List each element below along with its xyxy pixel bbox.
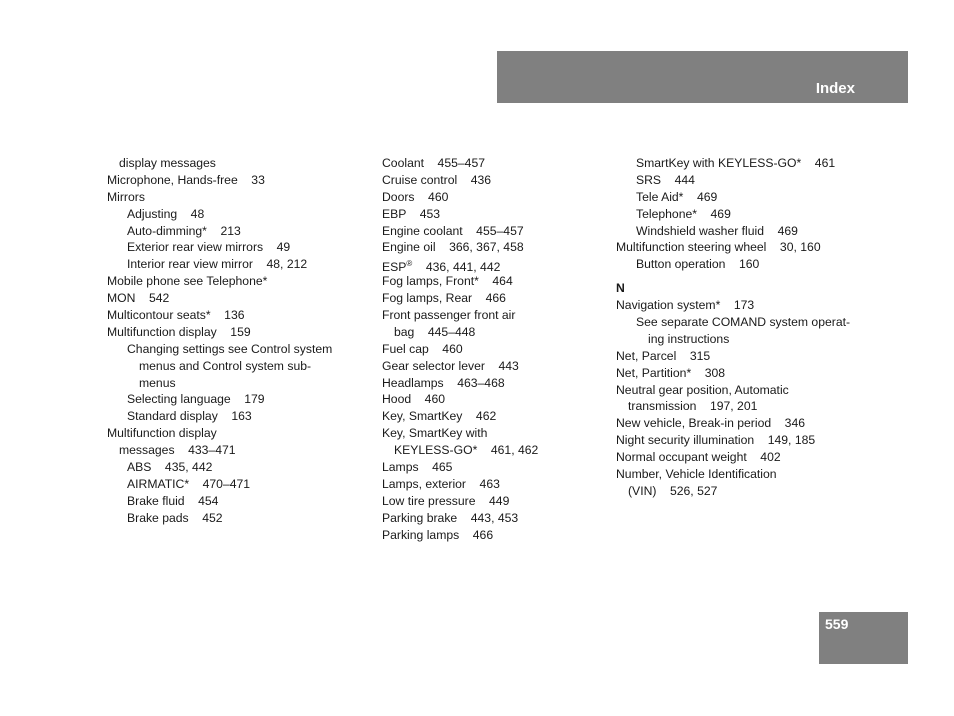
index-entry-text: Multifunction steering wheel 30, 160: [616, 240, 821, 255]
index-entry-text: EBP 453: [382, 206, 441, 221]
index-entry-text: Doors 460: [382, 189, 449, 204]
registered-mark: ®: [406, 259, 413, 269]
index-entry: [382, 527, 538, 544]
index-entry-text: menus: [139, 375, 176, 390]
index-entry-pages: 436, 441, 442: [412, 260, 501, 275]
index-entry-text: Selecting language 179: [127, 392, 265, 407]
index-entry: [107, 189, 332, 206]
index-entry-text: Engine oil 366, 367, 458: [382, 240, 524, 255]
index-entry-text: Auto-dimming* 213: [127, 223, 241, 238]
index-entry-text: Brake pads 452: [127, 510, 223, 525]
index-entry: [616, 314, 850, 331]
index-entry: [382, 172, 538, 189]
index-entry-text: Normal occupant weight 402: [616, 450, 781, 465]
index-entry: [107, 408, 332, 425]
index-entry: [382, 425, 538, 442]
index-entry-text: Number, Vehicle Identification: [616, 467, 777, 482]
index-entry-text: Standard display 163: [127, 409, 252, 424]
index-entry-text: Key, SmartKey with: [382, 426, 488, 441]
index-entry: [107, 391, 332, 408]
index-entry-text: Multifunction display 159: [107, 324, 251, 339]
index-entry: [382, 375, 538, 392]
index-entry-text: Mobile phone see Telephone*: [107, 274, 268, 289]
index-entry-text: SmartKey with KEYLESS-GO* 461: [636, 156, 836, 170]
index-entry-text: Telephone* 469: [636, 206, 731, 221]
index-entry-text: display messages: [119, 156, 216, 170]
index-entry: [107, 239, 332, 256]
index-entry: [616, 365, 850, 382]
index-entry: [616, 155, 850, 172]
index-entry-text: Engine coolant 455–457: [382, 223, 524, 238]
index-entry-text: Fog lamps, Rear 466: [382, 291, 506, 306]
index-entry-text: (VIN) 526, 527: [628, 483, 718, 498]
index-entry-text: Fog lamps, Front* 464: [382, 274, 513, 289]
index-entry-text: MON 542: [107, 291, 170, 306]
index-entry-text: See separate COMAND system operat-: [636, 315, 851, 330]
index-entry: [107, 476, 332, 493]
index-entry-text: Coolant 455–457: [382, 156, 485, 170]
index-entry: [616, 466, 850, 483]
index-entry: [382, 324, 538, 341]
header-bar: [497, 51, 908, 103]
index-entry: [382, 223, 538, 240]
index-entry: [616, 432, 850, 449]
index-entry: [382, 442, 538, 459]
index-entry: [107, 206, 332, 223]
index-entry-text: Low tire pressure 449: [382, 493, 510, 508]
index-entry-text: Microphone, Hands-free 33: [107, 172, 265, 187]
index-entry-text: Tele Aid* 469: [636, 189, 718, 204]
index-entry-text: ABS 435, 442: [127, 460, 213, 475]
index-entry: [107, 459, 332, 476]
index-entry: [107, 375, 332, 392]
index-entry-text: Parking lamps 466: [382, 527, 494, 542]
index-entry-text: Mirrors: [107, 189, 145, 204]
index-entry: [616, 449, 850, 466]
index-entry: [107, 510, 332, 527]
index-entry: [382, 510, 538, 527]
index-entry: [107, 493, 332, 510]
index-entry-text: Cruise control 436: [382, 172, 492, 187]
page-number-box: [819, 612, 908, 664]
index-entry-text: SRS 444: [636, 172, 695, 187]
index-entry-text: Net, Partition* 308: [616, 365, 726, 380]
index-entry-text: Parking brake 443, 453: [382, 510, 519, 525]
index-entry-text: Multifunction display: [107, 426, 217, 441]
index-entry: [382, 206, 538, 223]
index-entry-text: Lamps, exterior 463: [382, 476, 500, 491]
index-entry-text: KEYLESS-GO* 461, 462: [394, 443, 539, 458]
index-entry-text: Exterior rear view mirrors 49: [127, 240, 291, 255]
index-entry: [382, 341, 538, 358]
index-entry: [616, 189, 850, 206]
index-entry: [616, 223, 850, 240]
index-entry: [382, 239, 538, 256]
index-entry: [107, 442, 332, 459]
index-entry: [616, 256, 850, 273]
index-entry-text: transmission 197, 201: [628, 399, 758, 414]
index-entry: [616, 415, 850, 432]
index-entry: [107, 341, 332, 358]
index-entry: [382, 476, 538, 493]
index-entry: [107, 273, 332, 290]
index-entry: [382, 391, 538, 408]
index-entry: [382, 273, 538, 290]
index-entry-text: Multicontour seats* 136: [107, 308, 245, 323]
index-entry: [382, 307, 538, 324]
index-entry: [107, 358, 332, 375]
index-column-2: [382, 155, 538, 543]
index-entry: [382, 189, 538, 206]
index-entry-text: Key, SmartKey 462: [382, 409, 497, 424]
index-entry: [616, 348, 850, 365]
index-entry: [107, 425, 332, 442]
index-entry: [616, 206, 850, 223]
index-entry: [382, 256, 538, 273]
index-entry: [382, 290, 538, 307]
index-entry: [616, 239, 850, 256]
index-entry: [382, 493, 538, 510]
index-entry-text: AIRMATIC* 470–471: [127, 476, 251, 491]
index-entry: [107, 172, 332, 189]
index-entry: [616, 172, 850, 189]
index-entry-text: Brake fluid 454: [127, 493, 219, 508]
index-entry-text: bag 445–448: [394, 324, 476, 339]
index-letter-heading: [616, 280, 850, 297]
index-entry: [382, 459, 538, 476]
index-entry-text: Neutral gear position, Automatic: [616, 382, 789, 397]
index-entry-text: New vehicle, Break-in period 346: [616, 416, 806, 431]
index-entry: [382, 408, 538, 425]
index-entry: [616, 398, 850, 415]
index-entry-text: Fuel cap 460: [382, 341, 463, 356]
index-entry: [107, 256, 332, 273]
index-entry: [107, 290, 332, 307]
index-column-1: [107, 155, 332, 527]
index-entry: [616, 297, 850, 314]
index-entry-text: Navigation system* 173: [616, 298, 755, 313]
index-entry: [382, 358, 538, 375]
index-entry: [107, 324, 332, 341]
index-entry-text: menus and Control system sub-: [139, 358, 312, 373]
index-entry: [107, 307, 332, 324]
index-entry: [616, 331, 850, 348]
index-entry: [616, 483, 850, 500]
index-entry-text: Adjusting 48: [127, 206, 205, 221]
index-entry-text: ing instructions: [648, 331, 730, 346]
index-entry-text: ESP: [382, 260, 407, 275]
page-number: 559: [825, 616, 849, 632]
index-entry-text: Front passenger front air: [382, 308, 516, 323]
index-entry-text: Headlamps 463–468: [382, 375, 505, 390]
index-entry: [382, 155, 538, 172]
index-entry-text: Button operation 160: [636, 257, 760, 272]
index-entry-text: messages 433–471: [119, 443, 236, 458]
index-entry-text: Net, Parcel 315: [616, 348, 711, 363]
index-entry-text: Gear selector lever 443: [382, 358, 519, 373]
page-title: Index: [815, 80, 855, 97]
index-entry-text: Windshield washer fluid 469: [636, 223, 798, 238]
index-entry-text: N: [616, 281, 625, 296]
index-entry-text: Lamps 465: [382, 460, 453, 475]
index-entry-text: Hood 460: [382, 392, 446, 407]
index-entry: [107, 223, 332, 240]
index-column-3: [616, 155, 850, 500]
index-entry-text: Interior rear view mirror 48, 212: [127, 257, 308, 272]
index-entry: [616, 382, 850, 399]
index-entry-text: Night security illumination 149, 185: [616, 433, 816, 448]
index-entry-text: Changing settings see Control system: [127, 341, 333, 356]
index-entry: [107, 155, 332, 172]
